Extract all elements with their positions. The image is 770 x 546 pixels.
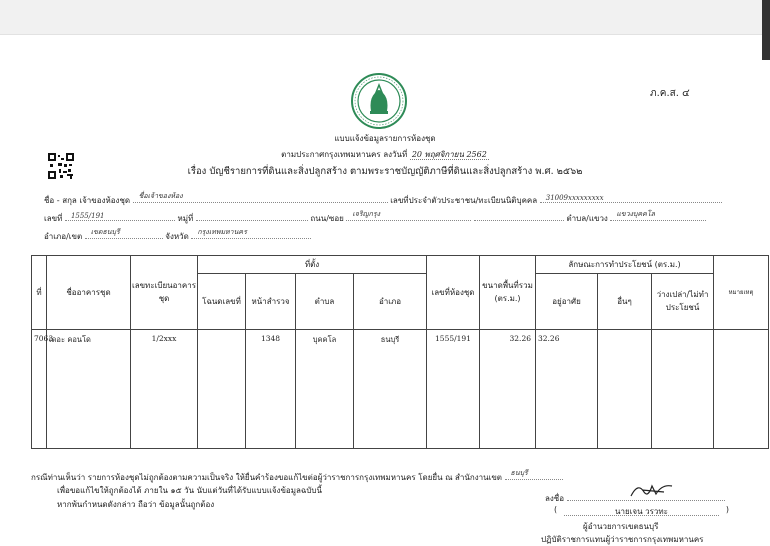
header-location: ที่ตั้ง — [198, 256, 427, 274]
scan-edge-bar — [762, 0, 770, 60]
header-survey: หน้าสำรวจ — [246, 273, 296, 329]
footer-text-3: หากพ้นกำหนดดังกล่าว ถือว่า ข้อมูลนั้นถูกต้อง — [57, 500, 215, 509]
house-no-label: เลขที่ — [44, 214, 63, 223]
cell-registration: 1/2xxx — [131, 329, 198, 448]
header-tambon: ตำบล — [296, 273, 354, 329]
condo-units-table — [31, 255, 769, 449]
cell-tambon: บุคคโล — [296, 329, 354, 448]
cell-vacant — [652, 329, 714, 448]
cell-deed — [198, 329, 246, 448]
header-area: ขนาดพื้นที่รวม (ตร.ม.) — [480, 256, 536, 330]
sign-label: ลงชื่อ — [545, 494, 565, 503]
district-field — [85, 229, 163, 239]
province-value: กรุงเทพมหานคร — [197, 228, 247, 236]
footer-line-1 — [31, 470, 563, 484]
header-vacant: ว่างเปล่า/ไม่ทำประโยชน์ — [652, 273, 714, 329]
table-row — [32, 329, 769, 448]
header-other: อื่นๆ — [598, 273, 652, 329]
cell-building: เดอะ คอนโด — [47, 329, 131, 448]
house-no-field — [65, 211, 175, 221]
moo-field — [196, 211, 308, 221]
footer-text-2: เพื่อขอแก้ไขให้ถูกต้องได้ ภายใน ๑๕ วัน นับแต่วันที่ได้รับแบบแจ้งข้อมูลฉบับนี้ — [57, 486, 322, 495]
owner-name-value: ชื่อเจ้าของห้อง — [138, 192, 183, 200]
owner-id-field — [540, 193, 722, 203]
cell-residential: 32.26 — [536, 329, 598, 448]
subdistrict-field — [610, 211, 706, 221]
moo-label: หมู่ที่ — [177, 214, 194, 223]
announcement-date: 20 พฤศจิกายน 2562 — [411, 150, 487, 159]
cell-no: 7063 — [32, 329, 47, 448]
owner-line-1 — [44, 193, 722, 207]
road-field — [346, 211, 471, 221]
header-residential: อยู่อาศัย — [536, 273, 598, 329]
owner-line-3 — [44, 229, 311, 243]
header-no: ที่ — [32, 256, 47, 330]
house-no-value: 1555/191 — [70, 212, 105, 220]
road-label: ถนน/ซอย — [310, 214, 344, 223]
footer-district-field — [505, 470, 563, 480]
header-remark: หมายเหตุ — [714, 256, 769, 330]
gap-field — [474, 211, 564, 221]
header-room: เลขที่ห้องชุด — [427, 256, 480, 330]
signer-title-1: ผู้อำนวยการเขตธนบุรี — [583, 522, 659, 531]
road-value: เจริญกรุง — [352, 210, 380, 218]
announcement-prefix: ตามประกาศกรุงเทพมหานคร ลงวันที่ — [281, 150, 408, 159]
cell-area: 32.26 — [480, 329, 536, 448]
cell-room: 1555/191 — [427, 329, 480, 448]
header-amphoe: อำเภอ — [354, 273, 427, 329]
owner-line-2 — [44, 211, 706, 225]
scan-top-band — [0, 0, 770, 35]
owner-name-field — [133, 193, 388, 203]
owner-id-value: 31009xxxxxxxxx — [545, 194, 604, 202]
subject-line: เรื่อง บัญชีรายการที่ดินและสิ่งปลูกสร้าง ตามพระราชบัญญัติภาษีที่ดินและสิ่งปลูกสร้าง พ.ศ. ๒๕๖๒ — [187, 166, 583, 177]
signer-title-2: ปฏิบัติราชการแทนผู้ว่าราชการกรุงเทพมหานคร — [541, 535, 704, 544]
footer-district-value: ธนบุรี — [510, 469, 528, 477]
header-registration: เลขทะเบียนอาคารชุด — [131, 256, 198, 330]
province-label: จังหวัด — [165, 232, 189, 241]
header-deed: โฉนดเลขที่ — [198, 273, 246, 329]
owner-name-label: ชื่อ - สกุล เจ้าของห้องชุด — [44, 196, 131, 205]
form-code: ภ.ค.ส. ๔ — [650, 88, 690, 99]
header-usage: ลักษณะการทำประโยชน์ (ตร.ม.) — [536, 256, 714, 274]
cell-remark — [714, 329, 769, 448]
signer-name: นายเจน วรวทะ — [564, 505, 719, 516]
province-field — [191, 229, 311, 239]
form-title: แบบแจ้งข้อมูลรายการห้องชุด — [334, 134, 436, 143]
cell-amphoe: ธนบุรี — [354, 329, 427, 448]
subdistrict-label: ตำบล/แขวง — [566, 214, 608, 223]
district-value: เขตธนบุรี — [90, 228, 120, 236]
district-label: อำเภอ/เขต — [44, 232, 83, 241]
bangkok-seal-icon — [351, 73, 407, 129]
cell-other — [598, 329, 652, 448]
subdistrict-value: แขวงบุคคโล — [616, 210, 655, 218]
cell-survey: 1348 — [246, 329, 296, 448]
owner-id-label: เลขที่ประจำตัวประชาชน/ทะเบียนนิติบุคคล — [390, 196, 538, 205]
announcement-line — [0, 148, 770, 161]
footer-text-1: กรณีท่านเห็นว่า รายการห้องชุดไม่ถูกต้องตามความเป็นจริง ให้ยื่นคำร้องขอแก้ไขต่อผู้ว่าราชการกรุงเทพมหานคร โดยยื่น ณ สำนักงานเขต — [31, 473, 502, 482]
header-building: ชื่ออาคารชุด — [47, 256, 131, 330]
signature-scribble — [628, 480, 674, 500]
